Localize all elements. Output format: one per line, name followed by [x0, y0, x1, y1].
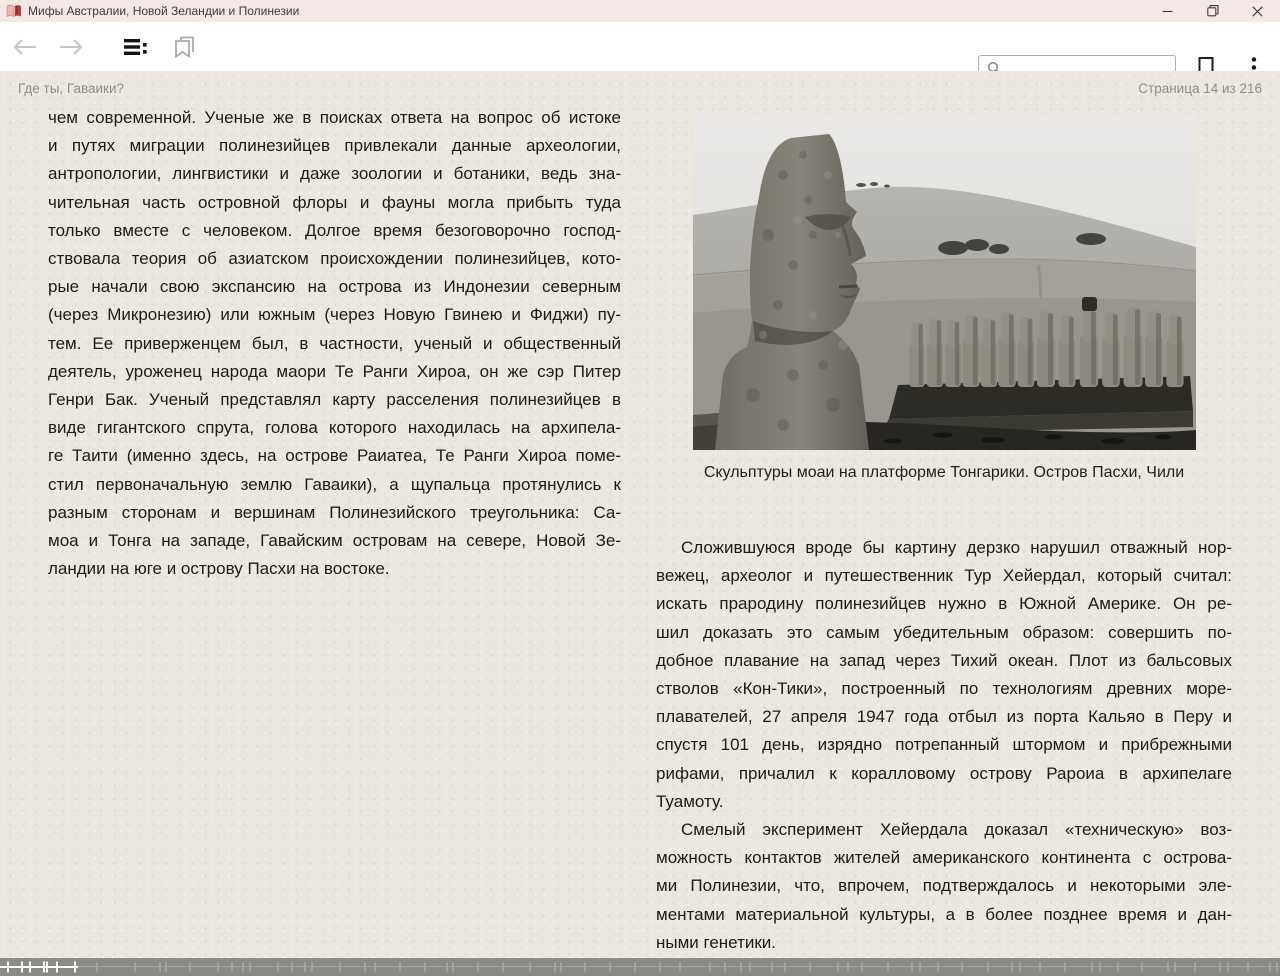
close-button[interactable]: [1235, 0, 1280, 22]
left-text-column: [48, 104, 621, 583]
text-line: ными генетики.: [656, 932, 777, 952]
text-line: антропологии, лингвистики и даже зоологии и ботаники, ведь зна-: [48, 164, 621, 184]
text-line: ментами материальной культуры, а в более позднее время и дан-: [656, 904, 1232, 924]
chapter-tick: [96, 963, 98, 972]
chapter-tick: [339, 963, 341, 972]
text-line: чем современной. Ученые же в поисках ответа на вопрос об истоке: [48, 108, 621, 127]
chapter-tick: [46, 962, 48, 973]
text-line: только вместе с человеком. Долгое время безоговорочно господ-: [48, 220, 621, 240]
chapter-tick: [7, 962, 9, 973]
chapter-tick: [21, 962, 23, 973]
text-line: чительная часть островной флоры и фауны могла прибыть туда: [48, 192, 621, 212]
arrow-left-icon: [12, 38, 38, 56]
window-title: Мифы Австралии, Новой Зеландии и Полинезии: [28, 4, 300, 18]
chapter-tick: [749, 963, 751, 972]
chapter-tick: [861, 963, 863, 972]
chapter-tick: [452, 963, 454, 972]
text-line: тем. Ее приверженцем был, в частности, ученый и общественный: [48, 333, 621, 353]
chapter-tick: [1117, 963, 1119, 972]
chapter-tick: [159, 963, 161, 972]
chapter-tick: [560, 963, 562, 972]
chapter-tick: [134, 963, 136, 972]
chapter-tick: [217, 963, 219, 972]
chapter-tick: [43, 962, 45, 973]
text-line: ландии на юге и острову Пасхи на востоке.: [48, 559, 390, 579]
chapter-tick: [809, 963, 811, 972]
text-line: рые начали свою экспансию на острова из Индонезии северным: [48, 277, 621, 297]
forward-button[interactable]: [49, 27, 93, 67]
contents-list-icon: [123, 38, 149, 56]
chapter-tick: [399, 963, 401, 972]
chapter-tick: [1141, 963, 1143, 972]
text-line: стволов «Кон-Тики», построенный по технологиям древних море-: [656, 679, 1232, 699]
text-line: вежец, археолог и путешественник Тур Хейердал, который считал:: [656, 566, 1232, 586]
chapter-tick: [659, 963, 661, 972]
chapter-tick: [609, 963, 611, 972]
chapter-tick: [1099, 963, 1101, 972]
chapter-tick: [277, 963, 279, 972]
chapter-tick: [584, 963, 586, 972]
chapter-tick: [1247, 963, 1249, 972]
chapter-tick: [1269, 963, 1271, 972]
restore-window-icon: [1207, 5, 1219, 17]
text-line: разным сторонам и вершинам Полинезийского треугольника: Са-: [48, 502, 621, 522]
back-button[interactable]: [3, 27, 47, 67]
text-line: добное плавание на запад через Тихий океан. Плот из бальсовых: [656, 650, 1232, 670]
chapter-tick: [987, 963, 989, 972]
text-line: можность контактов жителей американского континента с острова-: [656, 848, 1232, 868]
chapter-tick: [29, 962, 31, 973]
text-line: и путях миграции полинезийцев привлекали данные археологии,: [48, 136, 621, 156]
chapter-tick: [771, 963, 773, 972]
chapter-tick: [887, 963, 889, 972]
text-line: моа и Тонга на западе, Гавайским островам на севере, Новой Зе-: [48, 531, 621, 551]
chapter-title: Где ты, Гаваики?: [18, 81, 125, 96]
text-line: ствовала теория об азиатском происхождении полинезийцев, кото-: [48, 249, 621, 269]
text-line: стил первоначальную землю Гаваики), а щупальца протянулись к: [48, 474, 621, 494]
chapter-tick: [847, 963, 849, 972]
chapter-tick: [446, 963, 448, 972]
chapter-tick: [784, 963, 786, 972]
chapter-tick: [1219, 963, 1221, 972]
chapter-tick: [937, 963, 939, 972]
chapter-tick: [740, 963, 742, 972]
paragraph-1: [656, 534, 1232, 816]
contents-button[interactable]: [114, 27, 158, 67]
chapter-tick: [919, 963, 921, 972]
reading-area: [0, 71, 1280, 976]
chapter-tick: [311, 963, 313, 972]
text-line: Туамоту.: [656, 791, 724, 811]
restore-button[interactable]: [1190, 0, 1235, 22]
chapter-tick: [1019, 963, 1021, 972]
minimize-icon: [1162, 6, 1173, 17]
chapter-tick: [837, 963, 839, 972]
progress-done-segment: [0, 966, 78, 968]
right-text-column: [656, 115, 1232, 957]
text-line: плавателей, 27 апреля 1947 года отбыл из порта Кальяо в Перу и: [656, 707, 1232, 727]
chapter-tick: [189, 963, 191, 972]
chapter-tick: [634, 963, 636, 972]
paragraph-2: [656, 816, 1232, 957]
chapter-tick: [529, 963, 531, 972]
bookmarks-outline-icon: [172, 36, 196, 58]
text-line: искать прародину полинезийцев нужно в Южной Америке. Он ре-: [656, 594, 1232, 614]
text-line: деятель, уроженец народа маори Те Ранги Хироа, он же сэр Питер: [48, 361, 621, 381]
chapter-tick: [74, 962, 76, 973]
chapter-tick: [679, 963, 681, 972]
chapter-tick: [961, 963, 963, 972]
chapter-tick: [249, 963, 251, 972]
text-line: Сложившуюся вроде бы картину дерзко нарушил отважный нор-: [681, 538, 1232, 557]
chapter-tick: [911, 963, 913, 972]
arrow-right-icon: [58, 38, 84, 56]
chapter-tick: [1039, 963, 1041, 972]
chapter-tick: [1276, 963, 1278, 972]
text-line: спустя 101 день, изрядно потрепанный штормом и прибрежными: [656, 735, 1232, 755]
chapter-tick: [291, 963, 293, 972]
chapter-tick: [1194, 963, 1196, 972]
chapter-tick: [554, 963, 556, 972]
chapter-tick: [364, 963, 366, 972]
chapter-tick: [304, 963, 306, 972]
figure-caption: Скульптуры моаи на платформе Тонгарики. Остров Пасхи, Чили: [703, 464, 1185, 481]
text-line: шил доказать это самым убедительным образом: совершить по-: [656, 622, 1232, 642]
page-indicator: Страница 14 из 216: [1138, 81, 1262, 96]
text-line: рифами, причалил к коралловому острову Рароиа в архипелаге: [656, 763, 1232, 783]
right-paragraphs: [656, 534, 1232, 957]
minimize-button[interactable]: [1145, 0, 1190, 22]
chapter-tick: [502, 963, 504, 972]
chapter-tick: [56, 962, 58, 973]
chapter-tick: [165, 963, 167, 972]
chapter-tick: [1064, 963, 1066, 972]
book-progress-bar[interactable]: [0, 958, 1280, 976]
chapter-tick: [424, 963, 426, 972]
open-book-icon: [6, 4, 22, 18]
titlebar: [0, 0, 1280, 22]
bookmarks-panel-button[interactable]: [162, 27, 206, 67]
progress-track: [0, 966, 1280, 967]
chapter-tick: [1167, 963, 1169, 972]
text-line: Генри Бак. Ученый представлял карту расселения полинезийцев в: [48, 390, 621, 410]
text-line: (через Микронезию) или южным (через Новую Гвинею и Фиджи) пу-: [48, 305, 621, 325]
chapter-tick: [1174, 963, 1176, 972]
text-line: Смелый эксперимент Хейердала доказал «техническую» воз-: [681, 820, 1232, 840]
chapter-tick: [1011, 963, 1013, 972]
text-line: ми Полинезии, что, впрочем, подтверждалось и некоторыми эле-: [656, 876, 1232, 896]
moai-photo: [693, 115, 1196, 450]
chapter-tick: [724, 963, 726, 972]
close-icon: [1252, 6, 1263, 17]
chapter-tick: [1091, 963, 1093, 972]
text-line: ге Таити (именно здесь, на острове Раиатеа, Те Ранги Хироа поме-: [48, 446, 621, 466]
chapter-tick: [1227, 963, 1229, 972]
toolbar: [0, 22, 1280, 71]
chapter-tick: [477, 963, 479, 972]
chapter-tick: [374, 963, 376, 972]
chapter-tick: [231, 963, 233, 972]
chapter-tick: [709, 963, 711, 972]
chapter-tick: [242, 963, 244, 972]
text-line: виде гигантского спрута, голова которого находилась на архипела-: [48, 418, 621, 438]
